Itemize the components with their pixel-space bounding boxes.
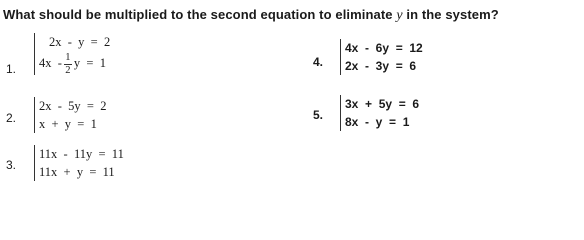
- problem-3-number: 3.: [6, 158, 17, 172]
- problem-2-equation-1: 2x - 5y = 2: [39, 99, 107, 113]
- problem-1-number: 1.: [6, 62, 17, 76]
- problem-5-equation-2: 8x - y = 1: [345, 115, 410, 129]
- problem-3-equation-2: 11x + y = 11: [39, 165, 115, 179]
- problem-5-number: 5.: [313, 108, 324, 122]
- problem-1-fraction: [64, 53, 72, 76]
- problem-4-equation-2: 2x - 3y = 6: [345, 59, 417, 73]
- problem-5-equation-1: 3x + 5y = 6: [345, 97, 420, 111]
- problem-1-eq2-right: y = 1: [73, 56, 106, 70]
- problem-3-system: [34, 145, 124, 181]
- question-suffix: in the system?: [402, 7, 499, 22]
- problem-2-system: [34, 97, 106, 133]
- problem-4-equation-1: 4x - 6y = 12: [345, 41, 423, 55]
- problem-5-system: [340, 95, 419, 131]
- question-title: [3, 7, 499, 24]
- problem-2-number: 2.: [6, 111, 17, 125]
- problem-1-equation-1: 2x - y = 2: [49, 35, 111, 49]
- question-prefix: What should be multiplied to the second equation to eliminate: [3, 7, 397, 22]
- problem-2-equation-2: x + y = 1: [39, 117, 97, 131]
- problem-1-eq2-left: 4x -: [39, 56, 62, 70]
- problem-4-number: 4.: [313, 55, 324, 69]
- problem-1-system: [34, 33, 110, 75]
- problem-3-equation-1: 11x - 11y = 11: [39, 147, 124, 161]
- problem-1-equation-2: [39, 51, 110, 75]
- question-variable: y: [396, 8, 403, 23]
- problem-4-system: [340, 39, 423, 75]
- fraction-numerator: 1: [65, 51, 71, 63]
- fraction-denominator: 2: [65, 64, 71, 76]
